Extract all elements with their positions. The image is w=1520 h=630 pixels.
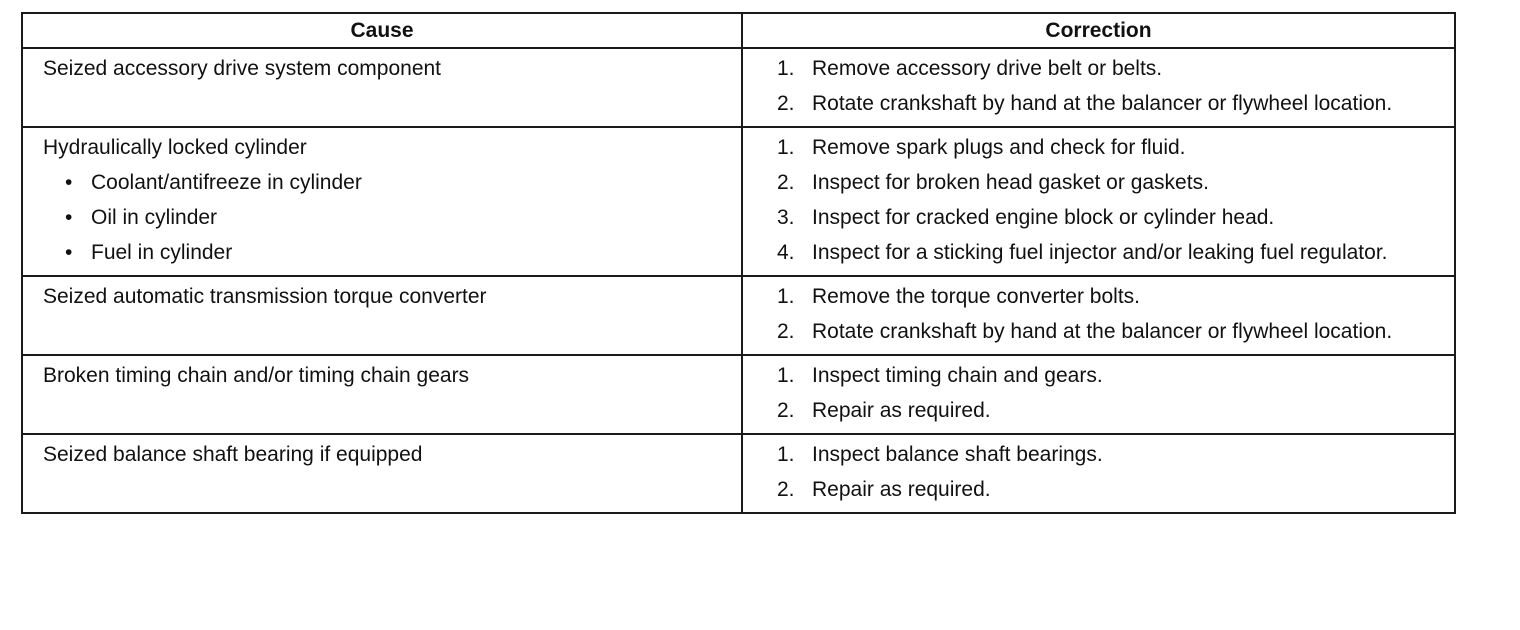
correction-step xyxy=(777,363,1454,389)
step-number: 3. xyxy=(777,206,795,229)
step-text: Repair as required. xyxy=(812,399,991,422)
cause-bullet-text: Fuel in cylinder xyxy=(91,241,233,264)
cause-bullet-text: Coolant/antifreeze in cylinder xyxy=(91,171,362,194)
step-text: Remove the torque converter bolts. xyxy=(812,285,1141,308)
correction-step-list xyxy=(777,284,1454,345)
correction-cell xyxy=(743,435,1454,512)
correction-step-list xyxy=(777,56,1454,117)
correction-step-list xyxy=(777,442,1454,503)
step-text: Rotate crankshaft by hand at the balancer or flywheel location. xyxy=(812,320,1393,343)
correction-cell xyxy=(743,49,1454,126)
correction-cell xyxy=(743,128,1454,275)
cause-text: Seized balance shaft bearing if equipped xyxy=(43,443,423,466)
correction-step xyxy=(777,170,1454,196)
step-number: 2. xyxy=(777,399,795,422)
correction-step xyxy=(777,319,1454,345)
step-text: Inspect for cracked engine block or cylinder head. xyxy=(812,206,1275,229)
step-text: Remove accessory drive belt or belts. xyxy=(812,57,1163,80)
cause-text: Seized accessory drive system component xyxy=(43,57,442,80)
cause-cell xyxy=(23,356,743,433)
cause-bullet-item xyxy=(43,170,741,196)
cause-text: Broken timing chain and/or timing chain gears xyxy=(43,364,470,387)
correction-header: Correction xyxy=(1045,19,1152,42)
correction-step-list xyxy=(777,135,1454,266)
step-text: Inspect for broken head gasket or gaskets. xyxy=(812,171,1209,194)
table-header-row xyxy=(23,14,1454,47)
cause-text: Hydraulically locked cylinder xyxy=(43,136,307,159)
bullet-icon: • xyxy=(65,241,73,264)
correction-step xyxy=(777,56,1454,82)
step-number: 1. xyxy=(777,364,795,387)
step-number: 2. xyxy=(777,320,795,343)
cause-bullet-item xyxy=(43,205,741,231)
cause-text: Seized automatic transmission torque converter xyxy=(43,285,487,308)
correction-step xyxy=(777,240,1454,266)
correction-step-list xyxy=(777,363,1454,424)
cause-cell xyxy=(23,435,743,512)
bullet-icon: • xyxy=(65,206,73,229)
step-number: 2. xyxy=(777,92,795,115)
step-text: Inspect for a sticking fuel injector and/or leaking fuel regulator. xyxy=(812,241,1388,264)
table-row xyxy=(23,354,1454,433)
correction-cell xyxy=(743,356,1454,433)
step-number: 1. xyxy=(777,443,795,466)
cause-bullet-item xyxy=(43,240,741,266)
step-number: 1. xyxy=(777,136,795,159)
correction-step xyxy=(777,398,1454,424)
cause-cell xyxy=(23,49,743,126)
step-text: Rotate crankshaft by hand at the balancer or flywheel location. xyxy=(812,92,1393,115)
cause-header: Cause xyxy=(23,14,743,47)
step-text: Repair as required. xyxy=(812,478,991,501)
correction-step xyxy=(777,477,1454,503)
correction-cell xyxy=(743,277,1454,354)
bullet-icon: • xyxy=(65,171,73,194)
correction-step xyxy=(777,91,1454,117)
cause-correction-table xyxy=(21,12,1456,514)
step-text: Inspect timing chain and gears. xyxy=(812,364,1103,387)
step-number: 1. xyxy=(777,57,795,80)
step-number: 4. xyxy=(777,241,795,264)
table-body xyxy=(23,47,1454,512)
table-row xyxy=(23,126,1454,275)
cause-bullet-list xyxy=(43,170,741,266)
correction-step xyxy=(777,284,1454,310)
table-row xyxy=(23,275,1454,354)
cause-bullet-text: Oil in cylinder xyxy=(91,206,218,229)
step-number: 2. xyxy=(777,171,795,194)
table-row xyxy=(23,433,1454,512)
correction-step xyxy=(777,442,1454,468)
correction-step xyxy=(777,205,1454,231)
cause-cell xyxy=(23,277,743,354)
step-number: 2. xyxy=(777,478,795,501)
table-row xyxy=(23,47,1454,126)
correction-step xyxy=(777,135,1454,161)
step-text: Remove spark plugs and check for fluid. xyxy=(812,136,1186,159)
step-number: 1. xyxy=(777,285,795,308)
step-text: Inspect balance shaft bearings. xyxy=(812,443,1103,466)
cause-cell xyxy=(23,128,743,275)
